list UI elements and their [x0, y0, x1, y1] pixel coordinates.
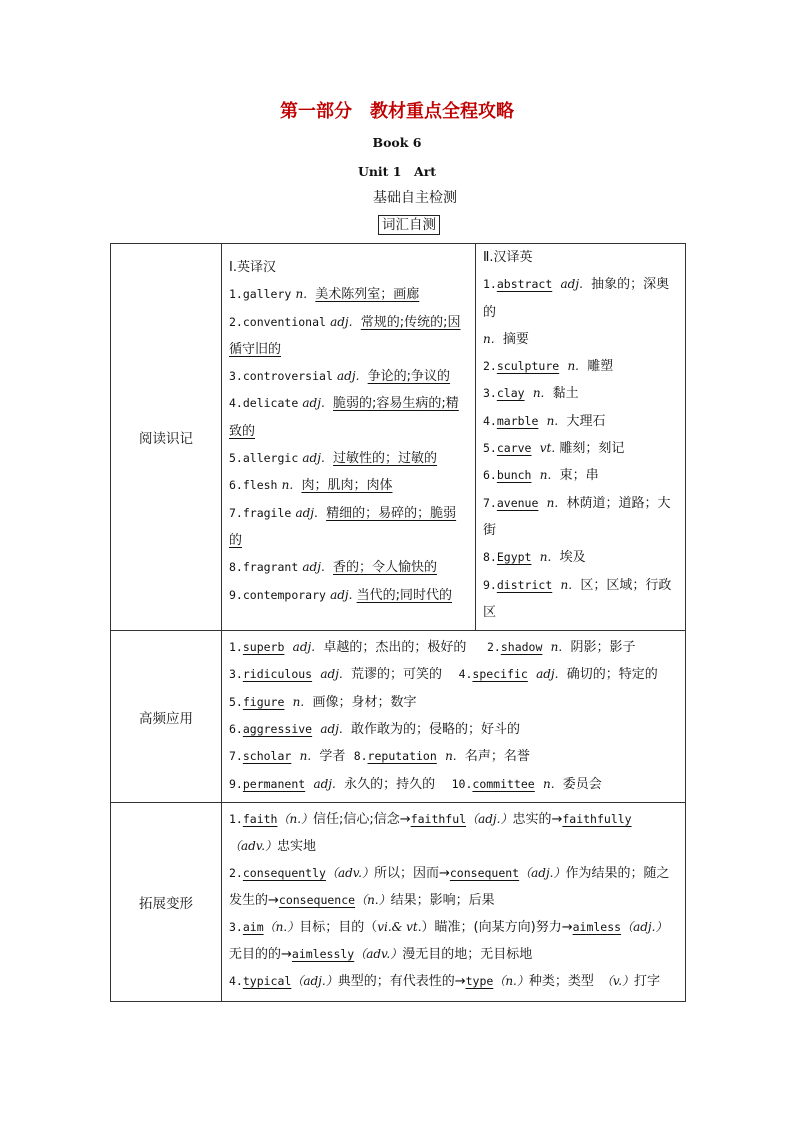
category-reading: 阅读识记 [111, 244, 222, 631]
list-item: 3.controversial adj. 争论的;争议的 [229, 369, 451, 385]
vocabulary-table [110, 243, 686, 1002]
list-item: 7.fragile adj. 精细的；易碎的；脆弱的 [229, 505, 457, 548]
list-item: 2.consequently（adv.）所以；因而→consequent（adj.）作为结果的；随之发生的→consequence（n.）结果；影响；后果 [229, 865, 670, 908]
list-item: 3.ridiculous adj. 荒谬的；可笑的 4.specific adj. 确切的；特定的 [229, 667, 658, 683]
list-item: 8.Egypt n. 埃及 [483, 550, 586, 566]
list-item: 7.avenue n. 林荫道；道路；大街 [483, 495, 671, 538]
frequent-row [111, 631, 686, 803]
list-item: 5.figure n. 画像；身材；数字 [229, 694, 417, 710]
en-to-cn-cell [222, 244, 476, 631]
list-item: 9.permanent adj. 永久的；持久的 10.committee n. 委员会 [229, 776, 602, 792]
cn-to-en-cell [476, 244, 686, 631]
category-frequent: 高频应用 [111, 631, 222, 803]
list-item: 6.bunch n. 束；串 [483, 468, 599, 484]
list-item: 4.delicate adj. 脆弱的;容易生病的;精致的 [229, 396, 459, 439]
section-subtitle: 基础自主检测 [373, 190, 457, 206]
list-item: 9.contemporary adj. 当代的;同时代的 [229, 587, 452, 603]
list-item: 6.flesh n. 肉；肌肉；肉体 [229, 478, 393, 494]
expand-cell [222, 802, 686, 1001]
list-item: 1.abstract adj. 抽象的；深奥的 [483, 277, 670, 320]
list-item: 1.superb adj. 卓越的；杰出的；极好的 2.shadow n. 阴影；影子 [229, 640, 636, 656]
list-item: 1.faith（n.）信任;信心;信念→faithful（adj.）忠实的→faithfully（adv.）忠实地 [229, 811, 632, 854]
frequent-cell [222, 631, 686, 803]
vocab-test-label: 词汇自测 [378, 215, 440, 235]
list-item: 4.marble n. 大理石 [483, 413, 606, 429]
page-title: 第一部分 教材重点全程攻略 [280, 101, 514, 122]
list-item: 8.fragrant adj. 香的；令人愉快的 [229, 560, 438, 576]
list-item: 9.district n. 区；区域；行政区 [483, 577, 672, 620]
expand-row [111, 802, 686, 1001]
list-item: 4.typical（adj.）典型的；有代表性的→type（n.）种类；类型 （v.）打字 [229, 973, 661, 989]
list-item: 5.allergic adj. 过敏性的；过敏的 [229, 451, 438, 467]
cn-to-en-heading: Ⅱ.汉译英 [483, 250, 533, 265]
category-expand: 拓展变形 [111, 802, 222, 1001]
list-item: 5.carve vt. 雕刻；刻记 [483, 441, 625, 457]
list-item: 2.conventional adj. 常规的;传统的;因循守旧的 [229, 314, 461, 357]
list-item: 2.sculpture n. 雕塑 [483, 359, 614, 375]
list-item: 3.aim（n.）目标；目的（vi.& vt.）瞄准；(向某方向)努力→aimless（adj.）无目的的→aimlessly（adv.）漫无目的地；无目标地 [229, 919, 668, 962]
list-item: 1.gallery n. 美术陈列室；画廊 [229, 287, 420, 303]
list-item: 7.scholar n. 学者 8.reputation n. 名声；名誉 [229, 749, 530, 765]
list-item: 6.aggressive adj. 敢作敢为的；侵略的；好斗的 [229, 722, 521, 738]
en-to-cn-heading: Ⅰ.英译汉 [229, 260, 276, 275]
unit-label: Unit 1 Art [357, 164, 437, 179]
reading-row [111, 244, 686, 631]
list-item: 3.clay n. 黏土 [483, 386, 579, 402]
list-item: n. 摘要 [483, 331, 529, 347]
book-label: Book 6 [372, 135, 422, 150]
